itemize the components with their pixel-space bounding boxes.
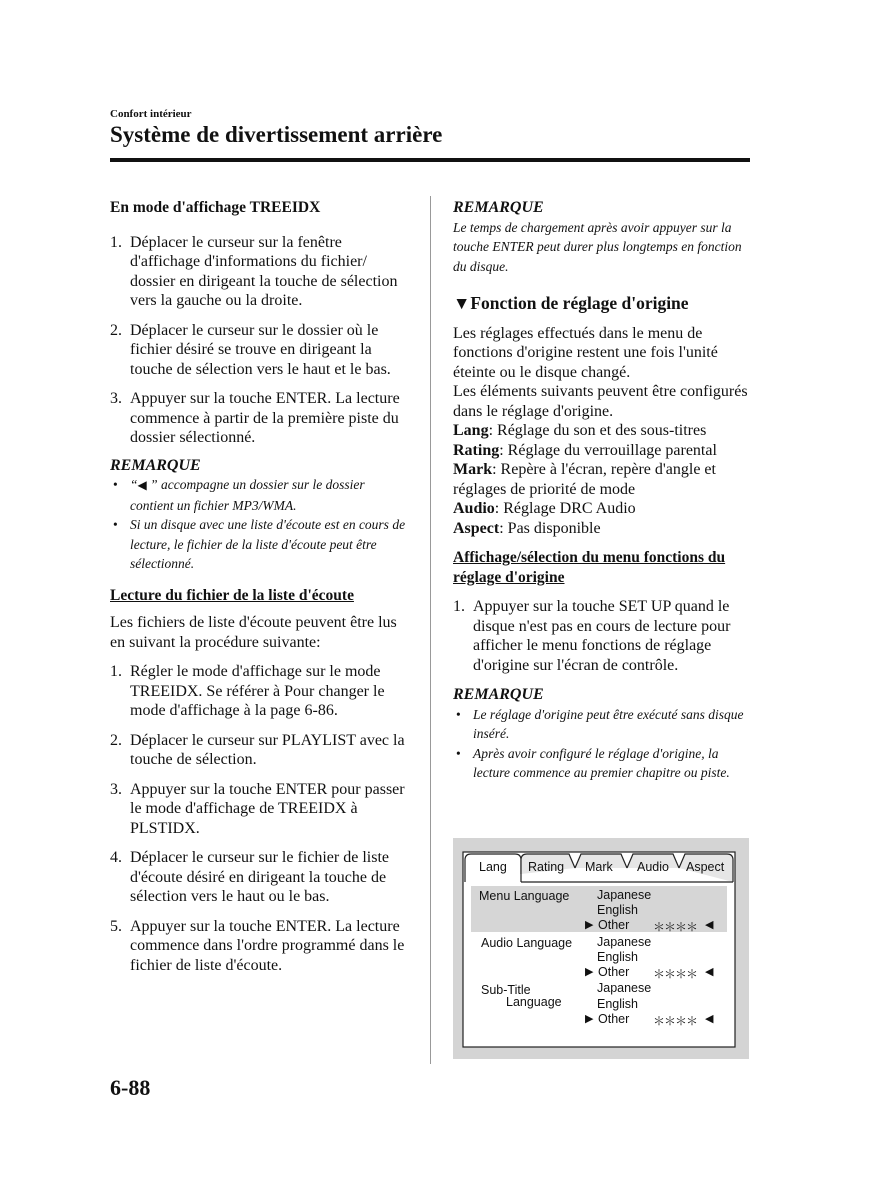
bullet-dot: •	[113, 517, 118, 532]
treeidx-steps	[110, 233, 410, 448]
remark-bullets	[110, 475, 410, 574]
bullet-dot: •	[456, 706, 461, 722]
step-item	[110, 662, 410, 721]
option-other: Other	[598, 965, 630, 979]
step-number: 1.	[110, 663, 122, 680]
treeidx-heading: En mode d'affichage TREEIDX	[110, 199, 321, 216]
settings-desc: : Repère à l'écran, repère d'angle et réglages de priorité de mode	[453, 461, 716, 498]
tab-mark: Mark	[585, 860, 613, 874]
step-number: 3.	[110, 390, 122, 407]
tab-audio: Audio	[637, 860, 669, 874]
settings-item	[453, 441, 751, 461]
title-rule	[110, 158, 750, 162]
remark-bullet	[453, 744, 751, 783]
right-column	[453, 198, 751, 783]
settings-item	[453, 519, 751, 539]
section-label: Confort intérieur	[110, 108, 192, 120]
origin-menu-subheading: Affichage/sélection du menu fonctions du réglage d'origine	[453, 549, 726, 586]
settings-item	[453, 460, 751, 499]
folder-note: “◀ ” accompagne un dossier sur le dossier contient un fichier MP3/WMA.	[130, 477, 365, 513]
selected-arrow-icon: ▶	[585, 1013, 594, 1025]
remark-title: REMARQUE	[453, 686, 544, 703]
settings-key: Aspect	[453, 519, 500, 537]
menu-language-label: Menu Language	[479, 889, 570, 903]
setup-screen-illustration	[453, 838, 749, 1059]
step-text: Déplacer le curseur sur la fenêtre d'affichage d'informations du fichier/ dossier en dirigeant la touche de sélection vers la gauche ou la droite.	[130, 233, 398, 309]
step-number: 3.	[110, 780, 122, 798]
left-column	[110, 198, 410, 985]
playlist-subheading: Lecture du fichier de la liste d'écoute	[110, 586, 354, 604]
bullet-dot: •	[456, 745, 461, 761]
step-item	[110, 848, 410, 907]
settings-item	[453, 421, 751, 441]
page-number: 6-88	[110, 1075, 151, 1100]
selected-arrow-icon: ▶	[585, 966, 594, 978]
settings-desc: : Réglage du son et des sous-titres	[488, 422, 707, 439]
remark-title: REMARQUE	[110, 456, 201, 474]
remark-bullet-text: Si un disque avec une liste d'écoute est en cours de lecture, le fichier de la liste d'écoute peut être sélectionné.	[130, 517, 406, 571]
settings-key: Rating	[453, 441, 500, 459]
step-text: Déplacer le curseur sur le dossier où le fichier désiré se trouve en dirigeant la touche de sélection vers le haut et le bas.	[130, 321, 391, 378]
step-number: 5.	[110, 917, 122, 935]
step-text: Appuyer sur la touche ENTER. La lecture commence dans l'ordre programmé dans le fichier de liste d'écoute.	[130, 917, 405, 974]
step-item	[110, 233, 410, 311]
origin-para-2: Les éléments suivants peuvent être configurés dans le réglage d'origine.	[453, 383, 748, 420]
playlist-steps	[110, 662, 410, 975]
settings-desc: : Pas disponible	[499, 519, 601, 537]
remark-title: REMARQUE	[453, 199, 544, 216]
remark-text: Le temps de chargement après avoir appuyer sur la touche ENTER peut durer plus longtemps en fonction du disque.	[453, 219, 742, 274]
tab-lang: Lang	[479, 860, 507, 874]
settings-desc: : Réglage DRC Audio	[494, 500, 636, 517]
code-entry: ＊＊＊＊	[653, 1014, 698, 1028]
speaker-icon: ◀	[137, 478, 147, 492]
remark-bullet	[453, 705, 751, 744]
back-arrow-icon: ◀	[705, 1013, 714, 1025]
step-item	[110, 731, 410, 770]
step-item	[453, 597, 751, 675]
origin-steps	[453, 597, 751, 675]
settings-item	[453, 499, 751, 519]
step-item	[110, 321, 410, 380]
step-item	[110, 780, 410, 839]
back-arrow-icon: ◀	[705, 966, 714, 978]
option-english: English	[597, 950, 638, 964]
step-item	[110, 389, 410, 448]
option-other: Other	[598, 918, 630, 932]
option-japanese: Japanese	[597, 935, 652, 949]
remark-bullet	[110, 515, 410, 574]
option-english: English	[597, 997, 638, 1011]
settings-key: Audio	[453, 500, 495, 517]
remark-bullets	[453, 705, 751, 783]
column-divider	[430, 196, 431, 1064]
tab-rating: Rating	[528, 860, 565, 874]
bullet-dot: •	[113, 477, 118, 492]
step-item	[110, 917, 410, 976]
page-title: Système de divertissement arrière	[110, 122, 443, 147]
option-japanese: Japanese	[597, 981, 652, 995]
step-number: 2.	[110, 321, 122, 339]
step-text: Appuyer sur la touche ENTER. La lecture commence à partir de la première piste du dossier sélectionné.	[130, 390, 400, 446]
step-number: 2.	[110, 731, 122, 749]
back-arrow-icon: ◀	[705, 919, 714, 931]
remark-bullet-text: Le réglage d'origine peut être exécuté sans disque inséré.	[473, 706, 744, 741]
settings-key: Lang	[453, 422, 489, 439]
step-text: Appuyer sur la touche ENTER pour passer le mode d'affichage de TREEIDX à PLSTIDX.	[130, 780, 405, 837]
origin-settings-heading: ▼Fonction de réglage d'origine	[453, 293, 689, 313]
settings-key: Mark	[453, 461, 493, 478]
subtitle-label-line2: Language	[506, 995, 562, 1009]
option-other: Other	[598, 1012, 630, 1026]
code-entry: ＊＊＊＊	[653, 920, 698, 934]
tab-aspect: Aspect	[686, 860, 725, 874]
origin-para-1: Les réglages effectués dans le menu de fonctions d'origine restent une fois l'unité éteinte ou le disque changé.	[453, 324, 718, 381]
code-entry: ＊＊＊＊	[653, 967, 698, 981]
step-text: Régler le mode d'affichage sur le mode TREEIDX. Se référer à Pour changer le mode d'affichage à la page 6-86.	[130, 663, 385, 719]
step-text: Appuyer sur la touche SET UP quand le disque n'est pas en cours de lecture pour afficher le menu fonctions de réglage d'origine sur l'écran de contrôle.	[473, 598, 731, 674]
audio-language-label: Audio Language	[481, 936, 573, 950]
step-text: Déplacer le curseur sur le fichier de liste d'écoute désiré en dirigeant la touche de sélection vers le haut ou le bas.	[130, 849, 389, 905]
step-number: 4.	[110, 849, 122, 866]
remark-bullet-text: Après avoir configuré le réglage d'origine, la lecture commence au premier chapitre ou piste.	[473, 745, 730, 780]
selected-arrow-icon: ▶	[585, 919, 594, 931]
subtitle-label-line1: Sub-Title	[481, 983, 531, 997]
step-text: Déplacer le curseur sur PLAYLIST avec la touche de sélection.	[130, 731, 405, 768]
step-number: 1.	[110, 233, 122, 251]
playlist-intro: Les fichiers de liste d'écoute peuvent être lus en suivant la procédure suivante:	[110, 614, 397, 651]
step-number: 1.	[453, 598, 465, 615]
option-english: English	[597, 903, 638, 917]
option-japanese: Japanese	[597, 888, 652, 902]
remark-bullet	[110, 475, 410, 515]
settings-desc: : Réglage du verrouillage parental	[499, 441, 717, 459]
